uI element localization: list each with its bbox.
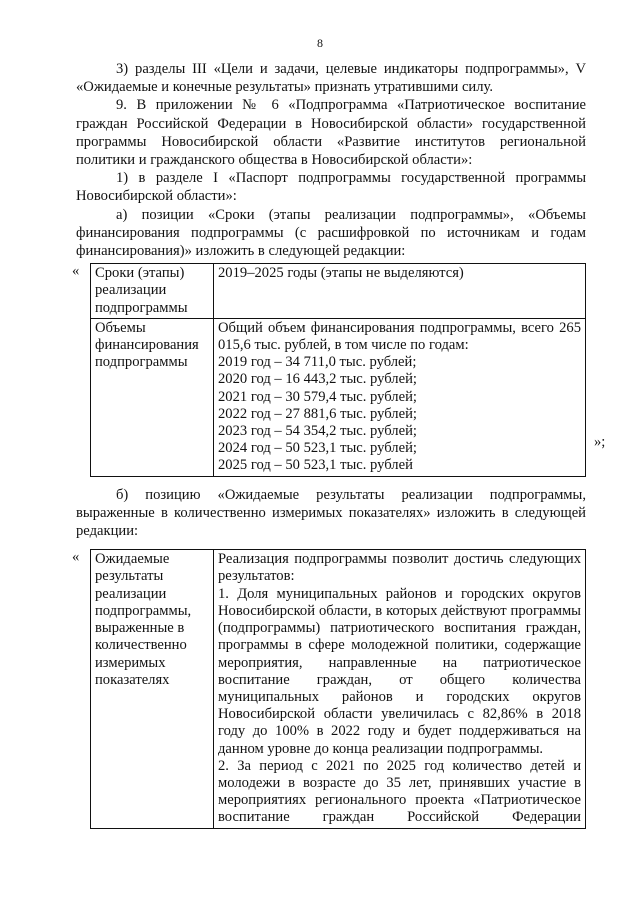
table-row — [91, 264, 586, 319]
page-number: 8 — [317, 36, 323, 50]
passport-table-1 — [90, 263, 586, 476]
table-row — [91, 318, 586, 476]
results-intro: Реализация подпрограммы позволит достичь следующих результатов: — [218, 551, 581, 585]
passport-table-1-wrap — [72, 263, 606, 476]
paragraph-appendix-6: 9. В приложении № 6 «Подпрограмма «Патриотическое воспитание граждан Российской Федерации в Новосибирской области» государственной программы Новосибирской области «Развитие институтов региональной политики и гражданского общества в Новосибирской области»: — [76, 97, 586, 169]
financing-year: 2021 год – 30 579,4 тыс. рублей; — [218, 388, 417, 405]
financing-year: 2020 год – 16 443,2 тыс. рублей; — [218, 371, 417, 388]
financing-year: 2019 год – 34 711,0 тыс. рублей; — [218, 354, 417, 371]
row-value-results — [214, 550, 586, 828]
paragraph-item-a: а) позиции «Сроки (этапы реализации подпрограммы», «Объемы финансирования подпрограммы (с расшифровкой по источникам и годам финансирования)» изложить в следующей редакции: — [76, 206, 586, 260]
passport-table-2-wrap — [72, 549, 586, 828]
paragraph-item-b: б) позицию «Ожидаемые результаты реализации подпрограммы, выраженные в количественно измеримых показателях» изложить в следующей редакции: — [76, 486, 586, 540]
table-row — [91, 550, 586, 828]
paragraph-sections-void: 3) разделы III «Цели и задачи, целевые индикаторы подпрограммы», V «Ожидаемые и конечные результаты» признать утратившими силу. — [76, 61, 586, 96]
opening-quote: « — [72, 263, 80, 280]
financing-year: 2024 год – 50 523,1 тыс. рублей; — [218, 440, 417, 457]
paragraph-section-1: 1) в разделе I «Паспорт подпрограммы государственной программы Новосибирской области»: — [76, 170, 586, 205]
row-label-financing: Объемы финансирования подпрограммы — [91, 318, 214, 476]
row-value-financing — [214, 318, 586, 476]
result-item-1: 1. Доля муниципальных районов и городских округов Новосибирской области, в которых действуют программы (подпрограммы) патриотического воспитания граждан, программы в сфере молодежной политики, содержащие мероприятия, направленные на патриотическое воспитание граждан, от общего количества муниципальных районов и городских округов Новосибирской области увеличилась с 82,86% в 2018 году до 100% в 2022 году и будет поддерживаться на данном уровне до конца реализации подпрограммы. — [218, 585, 581, 757]
row-label-results: Ожидаемые результаты реализации подпрограммы, выраженные в количественно измеримых показателях — [91, 550, 214, 828]
result-item-2: 2. За период с 2021 по 2025 год количество детей и молодежи в возрасте до 35 лет, принявших участие в мероприятиях регионального проекта «Патриотическое воспитание граждан Российской Федерации — [218, 757, 581, 826]
financing-year: 2025 год – 50 523,1 тыс. рублей — [218, 457, 413, 474]
passport-table-2 — [90, 549, 586, 828]
row-value-terms: 2019–2025 годы (этапы не выделяются) — [214, 264, 586, 319]
closing-quote: »; — [594, 434, 606, 451]
document-body — [72, 60, 606, 829]
financing-year: 2022 год – 27 881,6 тыс. рублей; — [218, 405, 417, 422]
row-label-terms: Сроки (этапы) реализации подпрограммы — [91, 264, 214, 319]
financing-total: Общий объем финансирования подпрограммы, всего 265 015,6 тыс. рублей, в том числе по годам: — [218, 319, 581, 354]
financing-year: 2023 год – 54 354,2 тыс. рублей; — [218, 423, 417, 440]
opening-quote: « — [72, 549, 80, 566]
